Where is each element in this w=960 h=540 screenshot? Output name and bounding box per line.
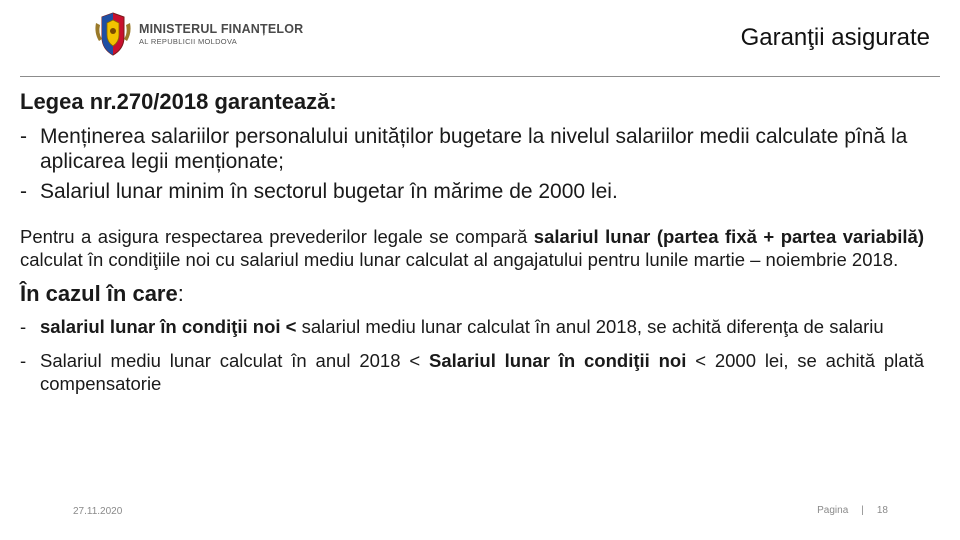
case-bold-text: Salariul lunar în condiţii noi (429, 350, 687, 371)
slide-title: Garanţii asigurate (740, 24, 930, 51)
page-separator: | (861, 505, 864, 516)
case-text: salariul mediu lunar calculat în anul 2018, se achită diferenţa de salariu (296, 316, 884, 337)
list-item (20, 315, 924, 338)
guarantee-list (20, 124, 924, 204)
case-heading (20, 280, 924, 308)
list-item (20, 124, 924, 174)
case-text: Salariul mediu lunar calculat în anul 2018 < (40, 350, 429, 371)
case-heading-bold: În cazul în care (20, 281, 178, 306)
list-item-text: Menținerea salariilor personalului unităților bugetare la nivelul salariilor medii calculate pînă la aplicarea legii menționate; (40, 125, 908, 173)
comparison-paragraph (20, 225, 924, 271)
dash-marker: - (20, 125, 27, 148)
dash-marker: - (20, 350, 27, 371)
footer-date: 27.11.2020 (73, 506, 123, 517)
paragraph-text-end: calculat în condiţiile noi cu salariul mediu lunar calculat al angajatului pentru lunile martie – noiembrie 2018. (20, 249, 899, 270)
header-divider (20, 76, 940, 77)
paragraph-text: Pentru a asigura respectarea prevederilor legale se compară (20, 226, 534, 247)
case-list (20, 315, 924, 395)
ministry-logo (93, 11, 303, 57)
page-label: Pagina (817, 505, 849, 516)
list-item-text: Salariul lunar minim în sectorul bugetar în mărime de 2000 lei. (40, 180, 618, 203)
logo-title: MINISTERUL FINANȚELOR (139, 21, 304, 36)
page-number: 18 (876, 505, 888, 516)
case-bold-text: salariul lunar în condiţii noi < (40, 316, 297, 337)
dash-marker: - (20, 316, 27, 337)
coat-of-arms-icon (93, 11, 133, 57)
footer-pagination (817, 505, 888, 516)
logo-subtitle: AL REPUBLICII MOLDOVA (139, 36, 237, 46)
slide-content (20, 85, 924, 406)
list-item (20, 179, 924, 204)
case-text-end: < 2000 lei, se achită plată compensatorie (40, 350, 924, 394)
case-heading-colon: : (177, 281, 184, 306)
law-heading: Legea nr.270/2018 garantează: (20, 89, 337, 114)
slide-header (0, 0, 960, 76)
paragraph-bold-text: salariul lunar (partea fixă + partea variabilă) (533, 226, 924, 247)
dash-marker: - (20, 180, 27, 203)
list-item (20, 349, 924, 395)
